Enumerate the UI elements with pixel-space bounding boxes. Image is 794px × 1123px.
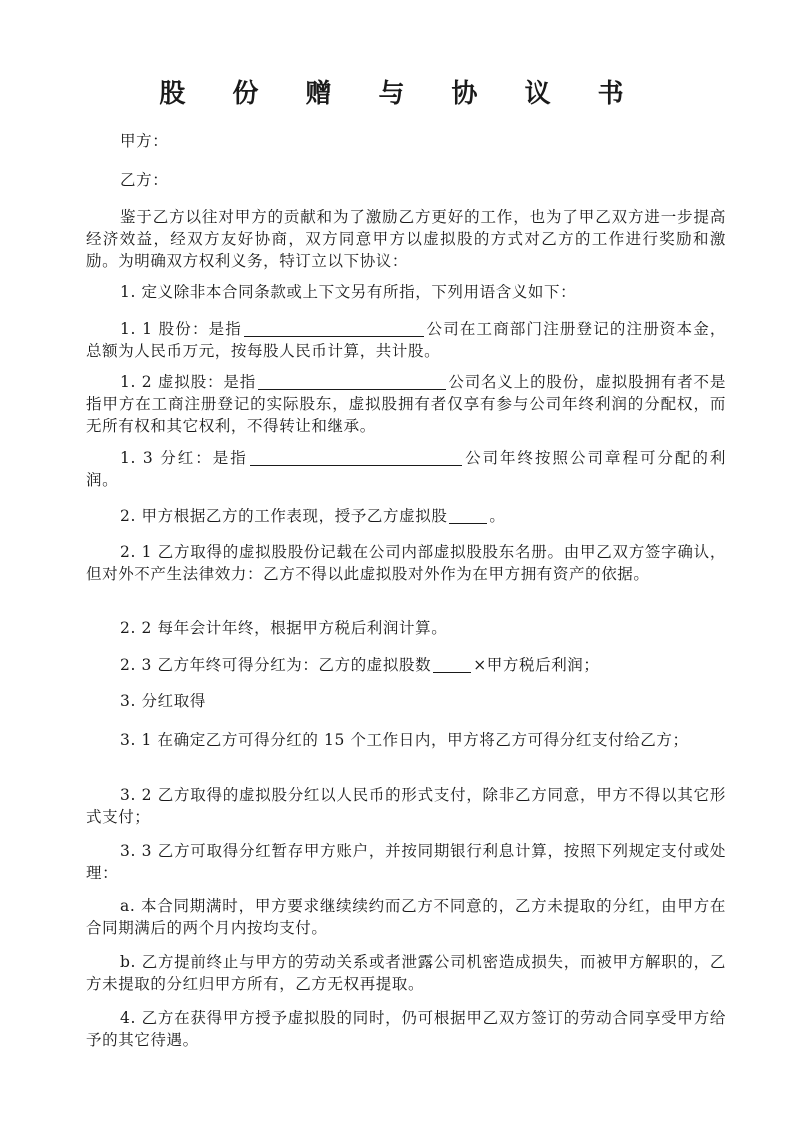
- section-1: 1. 定义除非本合同条款或上下文另有所指，下列用语含义如下：: [120, 283, 577, 301]
- section-2-2: 2. 2 每年会计年终，根据甲方税后利润计算。: [120, 619, 448, 637]
- party-b-line: 乙方：: [120, 171, 169, 189]
- section-2-3-suffix: ×甲方税后利润；: [473, 656, 600, 674]
- section-2-suffix: 。: [489, 507, 506, 525]
- section-2-3: [86, 654, 726, 676]
- intro-paragraph: 鉴于乙方以往对甲方的贡献和为了激励乙方更好的工作，也为了甲乙双方进一步提高经济效益，经双方友好协商，双方同意甲方以虚拟股的方式对乙方的工作进行奖励和激励。为明确双方权利义务，特订立以下协议：: [86, 208, 726, 270]
- shares-blank[interactable]: [449, 507, 487, 524]
- shares-blank[interactable]: [433, 656, 471, 673]
- section-1-1-prefix: 1. 1 股份：是指: [120, 320, 242, 338]
- section-2-1: 2. 1 乙方取得的虚拟股股份记载在公司内部虚拟股股东名册。由甲乙双方签字确认，但对外不产生法律效力：乙方不得以此虚拟股对外作为在甲方拥有资产的依据。: [86, 543, 726, 583]
- section-2-prefix: 2. 甲方根据乙方的工作表现，授予乙方虚拟股: [120, 507, 448, 525]
- company-name-blank[interactable]: [244, 320, 424, 337]
- section-3-item-a: a. 本合同期满时，甲方要求继续续约而乙方不同意的，乙方未提取的分红，由甲方在合同期满后的两个月内按均支付。: [86, 897, 726, 937]
- section-1-2: [86, 371, 726, 437]
- section-3-3: 3. 3 乙方可取得分红暂存甲方账户，并按同期银行利息计算，按照下列规定支付或处理：: [86, 842, 726, 882]
- section-2-3-prefix: 2. 3 乙方年终可得分红为：乙方的虚拟股数: [120, 656, 432, 674]
- section-3-2: 3. 2 乙方取得的虚拟股分红以人民币的形式支付，除非乙方同意，甲方不得以其它形式支付；: [86, 786, 726, 826]
- party-a-line: 甲方：: [120, 132, 169, 150]
- document-title: 股 份 赠 与 协 议 书: [159, 79, 643, 109]
- section-1-2-prefix: 1. 2 虚拟股：是指: [120, 373, 257, 391]
- section-3-1: 3. 1 在确定乙方可得分红的 15 个工作日内，甲方将乙方可得分红支付给乙方；: [120, 731, 689, 749]
- section-1-3-suffix: 公司年终按照公司章程可分配的利润。: [86, 449, 726, 489]
- section-1-3: [86, 447, 726, 491]
- section-1-1-suffix: 公司在工商部门注册登记的注册资本金，总额为人民币万元，按每股人民币计算，共计股。: [86, 320, 726, 360]
- section-1-3-prefix: 1. 3 分红：是指: [120, 449, 248, 467]
- company-name-blank[interactable]: [250, 449, 462, 466]
- section-3-item-b: b. 乙方提前终止与甲方的劳动关系或者泄露公司机密造成损失，而被甲方解职的，乙方未提取的分红归甲方所有，乙方无权再提取。: [86, 953, 726, 993]
- section-3: 3. 分红取得: [120, 692, 206, 710]
- section-4: 4. 乙方在获得甲方授予虚拟股的同时，仍可根据甲乙双方签订的劳动合同享受甲方给予的其它待遇。: [86, 1009, 726, 1049]
- section-1-1: [86, 318, 726, 362]
- company-name-blank[interactable]: [258, 373, 446, 390]
- section-2: [86, 505, 726, 527]
- section-1-2-suffix: 公司名义上的股份，虚拟股拥有者不是指甲方在工商注册登记的实际股东，虚拟股拥有者仅享有参与公司年终利润的分配权，而无所有权和其它权利，不得转让和继承。: [86, 373, 727, 435]
